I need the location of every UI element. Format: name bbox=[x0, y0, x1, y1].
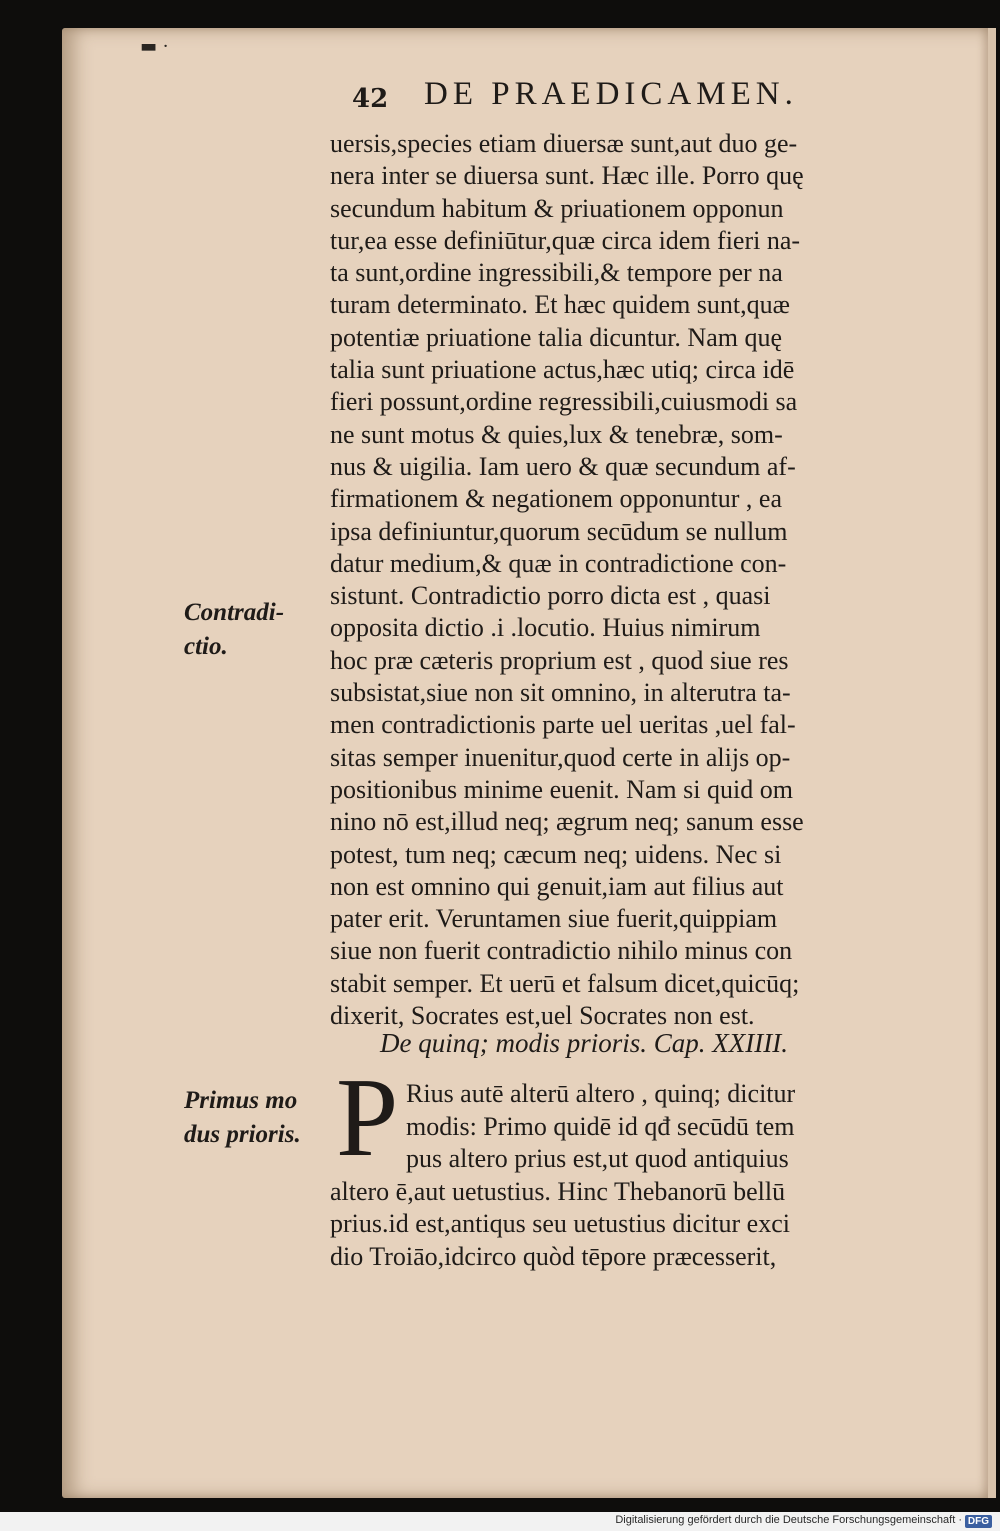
text-line: ipsa definiuntur,quorum secūdum se nullum bbox=[330, 516, 788, 546]
text-line: siue non fuerit contradictio nihilo minus con bbox=[330, 936, 793, 966]
text-line: tur,ea esse definiūtur,quæ circa idem fieri na- bbox=[330, 225, 801, 255]
text-line: hoc præ cæteris proprium est , quod siue res bbox=[330, 645, 789, 675]
text-line: ta sunt,ordine ingressibili,& tempore per na bbox=[330, 258, 783, 288]
text-line: talia sunt priuatione actus,hæc utiq; circa idē bbox=[330, 355, 795, 385]
body-text bbox=[330, 128, 960, 1032]
text-line: secundum habitum & priuationem opponun bbox=[330, 193, 784, 223]
text-line: turam determinato. Et hæc quidem sunt,quæ bbox=[330, 290, 790, 320]
text-line: dio Troiāo,idcirco quòd tēpore præcesserit, bbox=[330, 1241, 777, 1271]
text-line: pus altero prius est,ut quod antiquius bbox=[406, 1144, 789, 1174]
text-line: men contradictionis parte uel ueritas ,uel fal- bbox=[330, 710, 796, 740]
text-line: stabit semper. Et uerū et falsum dicet,quicūq; bbox=[330, 968, 800, 998]
page-header bbox=[352, 76, 912, 116]
text-line: fieri possunt,ordine regressibili,cuiusmodi sa bbox=[330, 387, 798, 417]
text-line: altero ē,aut uetustius. Hinc Thebanorū bellū bbox=[330, 1176, 786, 1206]
text-line: non est omnino qui genuit,iam aut filius aut bbox=[330, 871, 784, 901]
drop-capital: P bbox=[336, 1056, 399, 1180]
marginal-line: dus prioris. bbox=[184, 1121, 301, 1148]
text-line: modis: Primo quidē id qđ secūdū tem bbox=[406, 1111, 795, 1141]
chapter-text bbox=[330, 1078, 970, 1274]
text-line: subsistat,siue non sit omnino, in alterutra ta- bbox=[330, 678, 791, 708]
text-line: sitas semper inuenitur,quod certe in alijs op- bbox=[330, 742, 791, 772]
text-line: potest, tum neq; cæcum neq; uidens. Nec si bbox=[330, 839, 782, 869]
text-line: positionibus minime euenit. Nam si quid om bbox=[330, 774, 793, 804]
marginal-line: Primus mo bbox=[184, 1087, 298, 1114]
text-line: dixerit, Socrates est,uel Socrates non est. bbox=[330, 1001, 755, 1031]
marginal-line: Contradi- bbox=[184, 599, 285, 626]
marginal-note-primus-modus bbox=[184, 1084, 301, 1152]
funding-credit: Digitalisierung gefördert durch die Deutsche Forschungsgemeinschaft · bbox=[615, 1514, 962, 1526]
chapter-heading: De quinq; modis prioris. Cap. XXIIII. bbox=[380, 1028, 788, 1058]
page-number: 42 bbox=[352, 84, 389, 114]
text-line: nus & uigilia. Iam uero & quæ secundum af- bbox=[330, 451, 796, 481]
text-line: pater erit. Veruntamen siue fuerit,quippiam bbox=[330, 904, 778, 934]
text-line: potentiæ priuatione talia dicuntur. Nam quę bbox=[330, 322, 783, 352]
text-line: sistunt. Contradictio porro dicta est , quasi bbox=[330, 581, 771, 611]
marginal-note-contradictio bbox=[184, 596, 284, 664]
text-line: Rius autē alterū altero , quinq; dicitur bbox=[406, 1079, 796, 1108]
text-line: opposita dictio .i .locutio. Huius nimirum bbox=[330, 613, 761, 643]
text-line: ne sunt motus & quies,lux & tenebræ, som- bbox=[330, 419, 783, 449]
text-line: firmationem & negationem opponuntur , ea bbox=[330, 484, 782, 514]
ink-mark: ▬ · bbox=[140, 36, 169, 57]
text-line: nera inter se diuersa sunt. Hæc ille. Porro quę bbox=[330, 161, 804, 191]
text-line: datur medium,& quæ in contradictione con- bbox=[330, 548, 787, 578]
running-title: DE PRAEDICAMEN. bbox=[424, 76, 798, 112]
text-line: uersis,species etiam diuersæ sunt,aut duo ge- bbox=[330, 129, 798, 158]
digitization-footer bbox=[0, 1512, 1000, 1531]
text-line: nino nō est,illud neq; ægrum neq; sanum esse bbox=[330, 807, 804, 837]
marginal-line: ctio. bbox=[184, 633, 228, 660]
text-line: prius.id est,antiqus seu uetustius dicitur exci bbox=[330, 1209, 790, 1239]
page-edge bbox=[988, 28, 996, 1498]
dfg-logo: DFG bbox=[965, 1515, 992, 1528]
